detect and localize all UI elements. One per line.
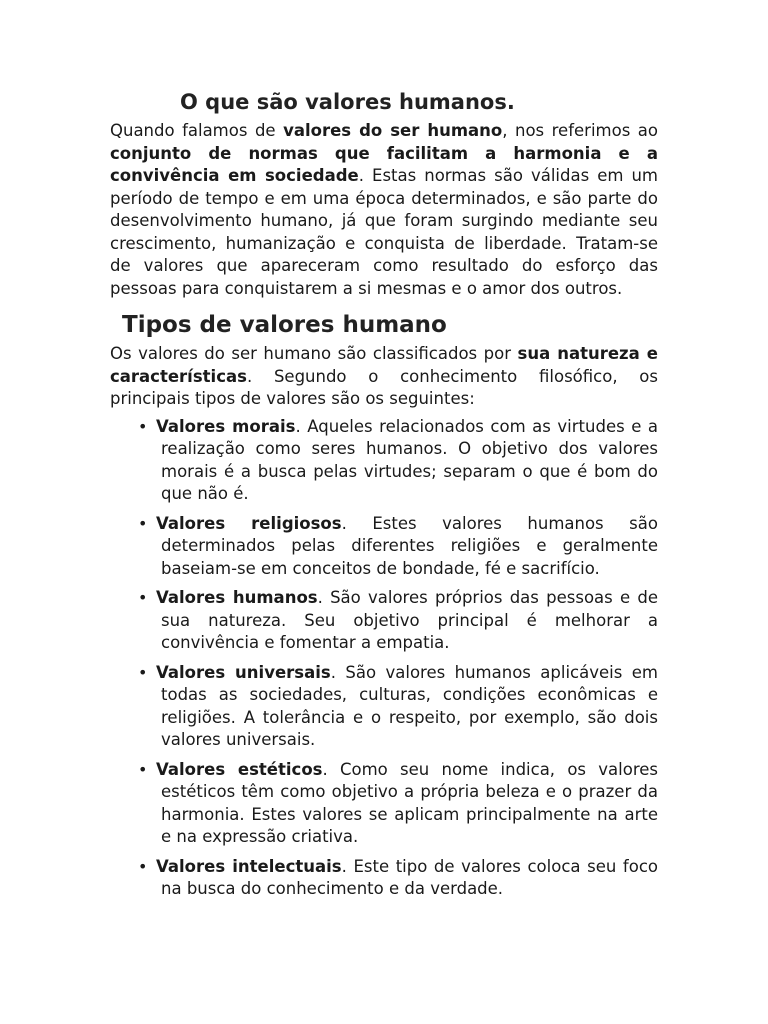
bullet-icon: • xyxy=(138,513,148,533)
item-name: Valores religiosos xyxy=(156,513,342,533)
item-name: Valores morais xyxy=(156,416,296,436)
list-item xyxy=(110,513,658,581)
bullet-icon: • xyxy=(138,416,148,436)
bullet-icon: • xyxy=(138,759,148,779)
item-name: Valores universais xyxy=(156,662,331,682)
bullet-icon: • xyxy=(138,662,148,682)
list-item xyxy=(110,416,658,506)
intro-bold-2: conjunto de normas que facilitam a harmonia e a convivência em sociedade xyxy=(110,143,658,185)
list-item xyxy=(110,856,658,901)
intro-bold-1: valores do ser humano xyxy=(283,121,503,140)
types-intro-text-1: Os valores do ser humano são classificados por xyxy=(110,344,518,363)
list-item xyxy=(110,759,658,849)
item-text: . Este tipo de valores coloca seu foco na busca do conhecimento e da verdade. xyxy=(161,856,658,898)
intro-text-2: , nos referimos ao xyxy=(502,121,658,140)
item-name: Valores estéticos xyxy=(156,759,323,779)
types-intro-paragraph xyxy=(110,343,658,411)
section-heading: Tipos de valores humano xyxy=(122,312,447,338)
intro-text-3: . Estas normas são válidas em um período de tempo e em uma época determinados, e são parte do desenvolvimento humano, já que foram surgindo mediante seu crescimento, humanização e conquista de liberdade. Tratam-se de valores que apareceram como resultado do esforço das pessoas para conquistarem a si mesmas e o amor dos outros. xyxy=(110,166,658,298)
types-list xyxy=(110,416,658,901)
item-text: . São valores humanos aplicáveis em todas as sociedades, culturas, condições econômicas e religiões. A tolerância e o respeito, por exemplo, são dois valores universais. xyxy=(161,662,658,749)
types-intro-text-2: . Segundo o conhecimento filosófico, os principais tipos de valores são os seguintes: xyxy=(110,366,658,408)
item-text: . Estes valores humanos são determinados pelas diferentes religiões e geralmente baseiam-se em conceitos de bondade, fé e sacrifício. xyxy=(161,513,658,578)
list-item xyxy=(110,587,658,655)
item-name: Valores humanos xyxy=(156,588,318,607)
item-text: . São valores próprios das pessoas e de sua natureza. Seu objetivo principal é melhorar a convivência e fomentar a empatia. xyxy=(161,588,658,652)
intro-text-1: Quando falamos de xyxy=(110,121,284,140)
page-title: O que são valores humanos. xyxy=(180,90,515,114)
item-text: . Aqueles relacionados com as virtudes e a realização como seres humanos. O objetivo dos valores morais é a busca pelas virtudes; separam o que é bom do que não é. xyxy=(161,416,658,503)
document-page xyxy=(110,88,658,908)
bullet-icon: • xyxy=(138,588,148,607)
intro-paragraph xyxy=(110,120,658,300)
types-intro-bold: sua natureza e características xyxy=(110,344,658,386)
item-text: . Como seu nome indica, os valores estéticos têm como objetivo a própria beleza e o prazer da harmonia. Estes valores se aplicam principalmente na arte e na expressão criativa. xyxy=(161,759,658,846)
bullet-icon: • xyxy=(138,856,148,876)
list-item xyxy=(110,662,658,752)
item-name: Valores intelectuais xyxy=(156,856,342,876)
